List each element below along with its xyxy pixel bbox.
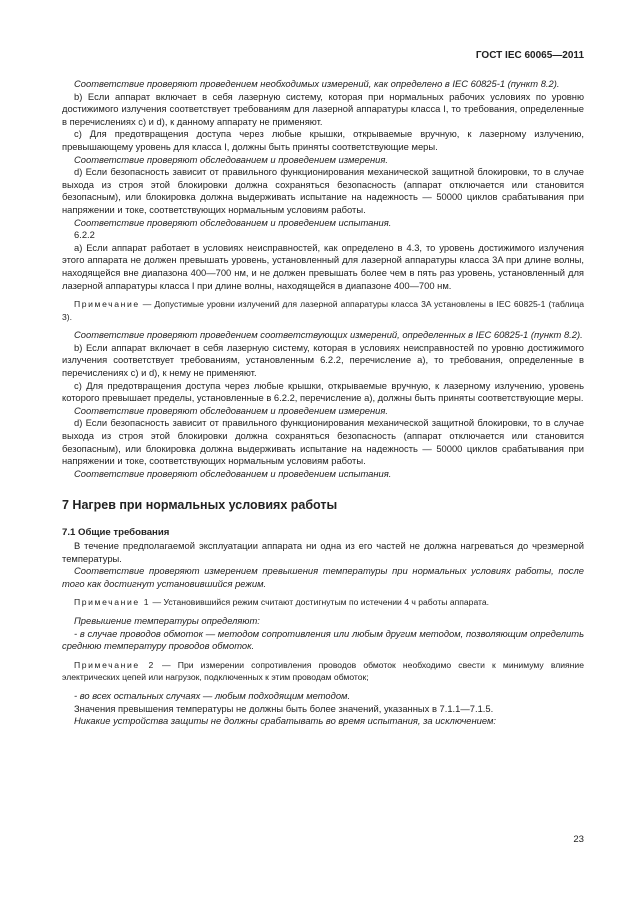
clause-number: 6.2.2 xyxy=(74,229,95,241)
paragraph: - в случае проводов обмоток — методом сопротивления или любым другим методом, позволяющим определить среднюю температуру проводов обмоток. xyxy=(62,627,584,652)
paragraph: - во всех остальных случаях — любым подходящим методом. xyxy=(74,689,351,701)
paragraph: b) Если аппарат включает в себя лазерную систему, которая при нормальных рабочих условиях по уровню достижимого излучения соответствует требованиям для лазерной аппаратуры класса I, то требования, определенные в перечислениях c) и d), к данному аппарату не применяют. xyxy=(62,90,584,127)
paragraph: c) Для предотвращения доступа через любые крышки, открываемые вручную, к лазерному излучению, уровень которого превышает пределы, установленные в 6.2.2, перечисление a), должны быть приняты соответствующие меры. xyxy=(62,379,584,404)
page-body xyxy=(62,78,584,728)
note-text: — При измерении сопротивления проводов обмоток необходимо свести к минимуму влияние электрических цепей или нагрузок, подключенных к этим проводам обмоток; xyxy=(62,659,585,683)
paragraph: d) Если безопасность зависит от правильного функционирования механической защитной блокировки, то в случае выхода из строя этой блокировки должна сохраняться безопасность (аппарат отключается или становится безопасным), или блокировка должна выдерживать испытание на надежность — 50000 циклов срабатывания при напряжении и токе, соответствующих нормальным условиям работы. xyxy=(62,166,584,215)
subsection-heading: 7.1 Общие требования xyxy=(62,527,170,539)
page-number: 23 xyxy=(573,834,584,845)
paragraph: a) Если аппарат работает в условиях неисправностей, как определено в 4.3, то уровень достижимого излучения этого аппарата не должен превышать уровень, установленный для лазерной аппаратуры класса 3A при длине волны, находящейся вне диапазона 400—700 нм, и не должен превышать более чем в пять раз уровень, установленный для лазерной аппаратуры класса I при длине волны, находящейся в диапазоне 400—700 нм. xyxy=(62,241,584,291)
document-header: ГОСТ IEC 60065—2011 xyxy=(475,50,584,61)
paragraph: Никакие устройства защиты не должны срабатывать во время испытания, за исключением: xyxy=(74,715,497,727)
paragraph: Значения превышения температуры не должны быть более значений, указанных в 7.1.1—7.1.5. xyxy=(74,702,494,714)
paragraph: Соответствие проверяют обследованием и проведением испытания. xyxy=(74,467,392,479)
note-label: Примечание 2 xyxy=(74,659,155,670)
paragraph: Соответствие проверяют обследованием и проведением измерения. xyxy=(74,404,389,416)
note-text: — Допустимые уровни излучений для лазерной аппаратуры класса 3A установлены в IEC 60825-1 (таблица 3). xyxy=(62,299,585,322)
note-label: Примечание 1 xyxy=(74,597,151,608)
paragraph: В течение предполагаемой эксплуатации аппарата ни одна из его частей не должна нагреваться до чрезмерной температуры. xyxy=(62,540,584,564)
paragraph: Соответствие проверяют измерением превышения температуры при нормальных условиях работы, после того как достигнут установившийся режим. xyxy=(62,565,584,589)
paragraph: d) Если безопасность зависит от правильного функционирования механической защитной блокировки, то в случае выхода из строя этой блокировки должна сохраняться безопасность (аппарат отключается или становится безопасным), или блокировка должна выдерживать испытание на надежность — 50000 циклов срабатывания при напряжении и токе, соответствующих нормальным условиям работы. xyxy=(62,417,584,467)
note xyxy=(62,298,584,323)
note xyxy=(62,596,584,609)
paragraph: Соответствие проверяют проведением необходимых измерений, как определено в IEC 60825-1 (пункт 8.2). xyxy=(74,78,560,89)
paragraph: Превышение температуры определяют: xyxy=(74,614,260,626)
note-label: Примечание xyxy=(74,299,140,310)
note xyxy=(62,659,584,684)
note-text: — Установившийся режим считают достигнутым по истечении 4 ч работы аппарата. xyxy=(152,597,490,608)
paragraph: Соответствие проверяют проведением соответствующих измерений, определенных в IEC 60825-1 (пункт 8.2). xyxy=(74,329,583,341)
paragraph: Соответствие проверяют обследованием и проведением измерения. xyxy=(74,153,389,165)
section-heading: 7 Нагрев при нормальных условиях работы xyxy=(62,498,338,513)
paragraph: c) Для предотвращения доступа через любые крышки, открываемые вручную, к лазерному излучению, превышающему уровень для класса I, должны быть приняты соответствующие меры. xyxy=(62,128,584,152)
paragraph: Соответствие проверяют обследованием и проведением испытания. xyxy=(74,216,392,228)
paragraph: b) Если аппарат включает в себя лазерную систему, которая в условиях неисправностей по уровню достижимого излучения соответствует требованиям, установленным 6.2.2, перечисление a), то требования, определенные в перечислениях c) и d), к нему не применяют. xyxy=(62,341,584,379)
